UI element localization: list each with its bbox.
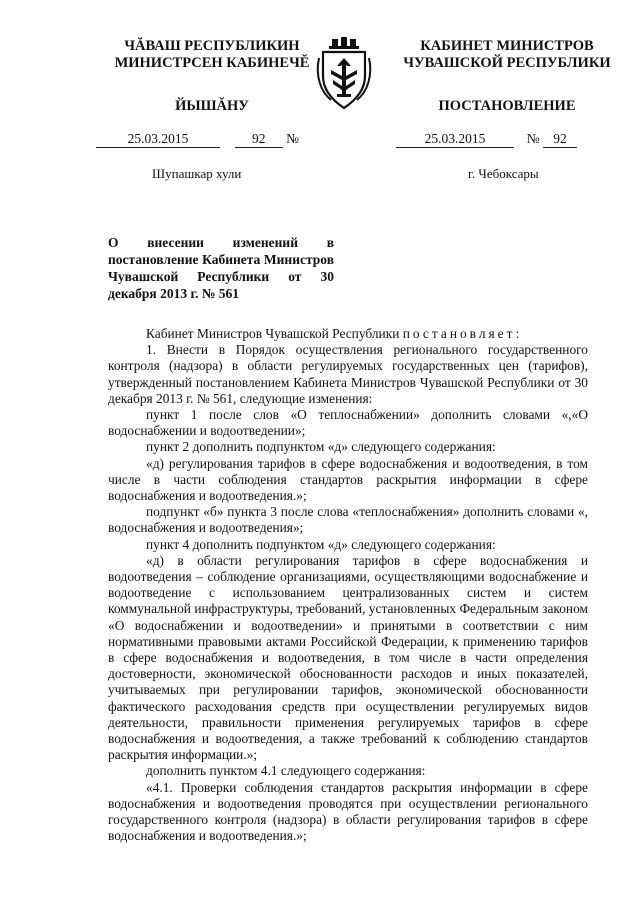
header-left-line2: МИНИСТРСЕН КАБИНЕЧĔ	[114, 55, 310, 71]
document-body	[108, 326, 588, 845]
left-number-sign: №	[286, 131, 300, 146]
right-date: 25.03.2015	[396, 131, 514, 148]
header-left-organization	[82, 38, 342, 72]
header-right-line1: КАБИНЕТ МИНИСТРОВ	[420, 38, 594, 54]
document-subject: О внесении изменений в постановление Кабинета Министров Чувашской Республики от 30 декабря 2013 г. № 561	[108, 235, 334, 301]
intro-resolves: постановляет:	[402, 326, 523, 341]
header-left-line1: ЧĂВАШ РЕСПУБЛИКИН	[124, 38, 300, 54]
city-right: г. Чебоксары	[468, 166, 539, 181]
body-paragraph-9: «4.1. Проверки соблюдения стандартов раскрытия информации в сфере водоснабжения и водоотведения проводятся при осуществлении регионального государственного контроля (надзора) в области регулирования тарифов в сфере водоснабжения и водоотведения.»;	[108, 779, 588, 844]
dateline-right	[396, 131, 577, 148]
body-paragraph-1: 1. Внести в Порядок осуществления регионального государственного контроля (надзора) в области регулируемых государственных цен (тарифов), утвержденный постановлением Кабинета Министров Чувашской Республики от 30 декабря 2013 г. № 561, следующие изменения:	[108, 342, 588, 406]
header-right-line2: ЧУВАШСКОЙ РЕСПУБЛИКИ	[403, 55, 611, 71]
coat-of-arms-icon	[315, 36, 373, 112]
right-number: 92	[543, 131, 577, 148]
body-paragraph-4: «д) регулирования тарифов в сфере водоснабжения и водоотведения, в том числе в части соблюдения стандартов раскрытия информации в сфере водоснабжения и водоотведения.»;	[108, 455, 588, 504]
body-paragraph-2: пункт 1 после слов «О теплоснабжении» дополнить словами «,«О водоснабжении и водоотведении»;	[108, 407, 588, 439]
body-paragraph-8: дополнить пунктом 4.1 следующего содержания:	[146, 763, 426, 779]
intro-lead: Кабинет Министров Чувашской Республики	[146, 326, 403, 341]
header-left-doc-type: ЙЫШĂНУ	[175, 98, 249, 114]
body-paragraph-5: подпункт «б» пункта 3 после слова «теплоснабжения» дополнить словами «, водоснабжения и водоотведения»;	[108, 504, 588, 536]
body-paragraph-7: «д) в области регулирования тарифов в сфере водоснабжения и водоотведения – соблюдение организациями, осуществляющими водоснабжение и водоотведение с использованием централизованных систем и систем коммунальной инфраструктуры, требований, установленных Федеральным законом «О водоснабжении и водоотведении» и принятыми в соответствии с ним нормативными правовыми актами Российской Федерации, к применению тарифов в сфере водоснабжения и водоотведения, в том числе в части определения достоверности, экономической обоснованности расходов и иных показателей, учитываемых при регулировании тарифов, экономической обоснованности фактического расходования средств при осуществлении регулируемых видов деятельности, правильности применения регулируемых тарифов в сфере водоснабжения и водоотведения, а также требований к соблюдению стандартов раскрытия информации.»;	[108, 552, 588, 763]
left-date: 25.03.2015	[96, 131, 220, 148]
header-right-organization	[392, 38, 622, 72]
right-number-sign: №	[526, 131, 540, 146]
body-intro	[108, 326, 588, 342]
dateline-left	[96, 131, 299, 148]
left-number: 92	[235, 131, 283, 148]
body-paragraph-6: пункт 4 дополнить подпунктом «д» следующего содержания:	[146, 536, 496, 552]
body-paragraph-3: пункт 2 дополнить подпунктом «д» следующего содержания:	[146, 439, 496, 455]
city-left: Шупашкар хули	[152, 166, 242, 181]
header-right-doc-type: ПОСТАНОВЛЕНИЕ	[438, 98, 576, 114]
